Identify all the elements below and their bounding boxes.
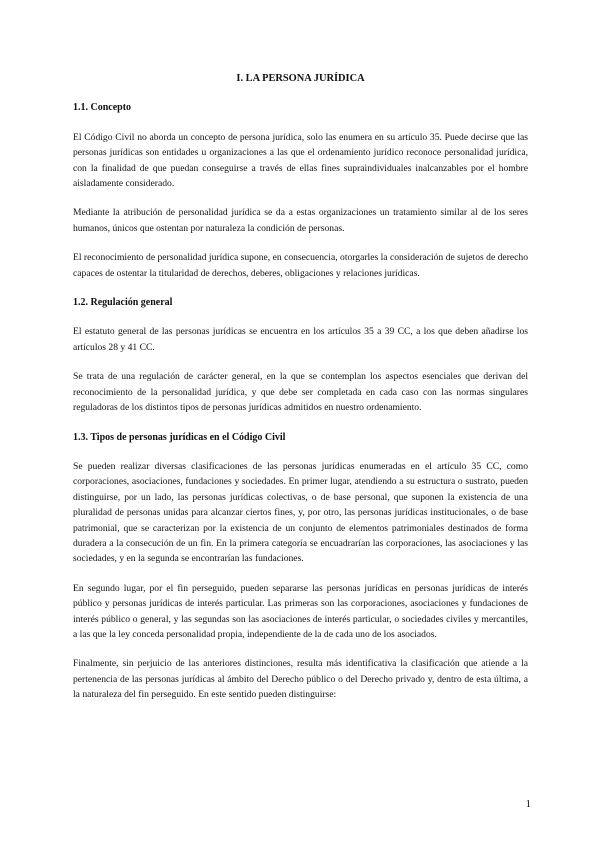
document-title: I. LA PERSONA JURÍDICA [236, 73, 365, 84]
paragraph: En segundo lugar, por el fin perseguido, pueden separarse las personas jurídicas en personas jurídicas de interés público y personas jurídicas de interés particular. Las primeras son las corporaciones, asociaciones y fundaciones de interés público o general, y las segundas son las asociaciones de interés particular, o sociedades civiles y mercantiles, a las que la ley conceda personalidad propia, independiente de la de cada uno de los asociados. [73, 582, 528, 640]
paragraph: Se pueden realizar diversas clasificaciones de las personas jurídicas enumeradas en el artículo 35 CC, como corporaciones, asociaciones, fundaciones y sociedades. En primer lugar, atendiendo a su estructura o sustrato, pueden distinguirse, por un lado, las personas jurídicas colectivas, o de base personal, que suponen la existencia de una pluralidad de personas unidas para alcanzar ciertos fines, y, por otro, las personas jurídicas institucionales, o de base patrimonial, que se caracterizan por la existencia de un conjunto de elementos patrimoniales destinados de forma duradera a la consecución de un fin. En la primera categoría se encuadrarían las corporaciones, las asociaciones y las sociedades, y en la segunda se encontrarían las fundaciones. [73, 460, 528, 565]
paragraph: El estatuto general de las personas jurídicas se encuentra en los artículos 35 a 39 CC, a los que deben añadirse los artículos 28 y 41 CC. [73, 326, 528, 353]
paragraph: El Código Civil no aborda un concepto de persona jurídica, solo las enumera en su artículo 35. Puede decirse que las personas jurídicas son entidades u organizaciones a las que el ordenamiento jurídico reconoce personalidad jurídica, con la finalidad de que puedan conseguirse a través de ellas fines supraindividuales inalcanzables por el hombre aisladamente considerado. [73, 131, 528, 190]
paragraph: Mediante la atribución de personalidad jurídica se da a estas organizaciones un tratamiento similar al de los seres humanos, únicos que ostentan por naturaleza la condición de personas. [73, 207, 528, 234]
paragraph: El reconocimiento de personalidad jurídica supone, en consecuencia, otorgarles la consideración de sujetos de derecho capaces de ostentar la titularidad de derechos, deberes, obligaciones y relaciones jurídicas. [73, 252, 528, 279]
paragraph: Se trata de una regulación de carácter general, en la que se contemplan los aspectos esenciales que derivan del reconocimiento de la personalidad jurídica, y que debe ser completada en cada caso con las normas singulares reguladoras de los distintos tipos de personas jurídicas admitidos en nuestro ordenamiento. [73, 371, 528, 414]
section-heading-concepto: 1.1. Concepto [73, 102, 132, 114]
page-number: 1 [525, 798, 531, 810]
section-heading-regulacion: 1.2. Regulación general [73, 297, 173, 309]
section-heading-tipos: 1.3. Tipos de personas jurídicas en el Código Civil [73, 431, 286, 443]
paragraph: Finalmente, sin perjuicio de las anteriores distinciones, resulta más identificativa la clasificación que atiende a la pertenencia de las personas jurídicas al ámbito del Derecho público o del Derecho privado y, dentro de esta última, a la naturaleza del fin perseguido. En este sentido pueden distinguirse: [73, 658, 528, 701]
document-body [73, 71, 528, 717]
